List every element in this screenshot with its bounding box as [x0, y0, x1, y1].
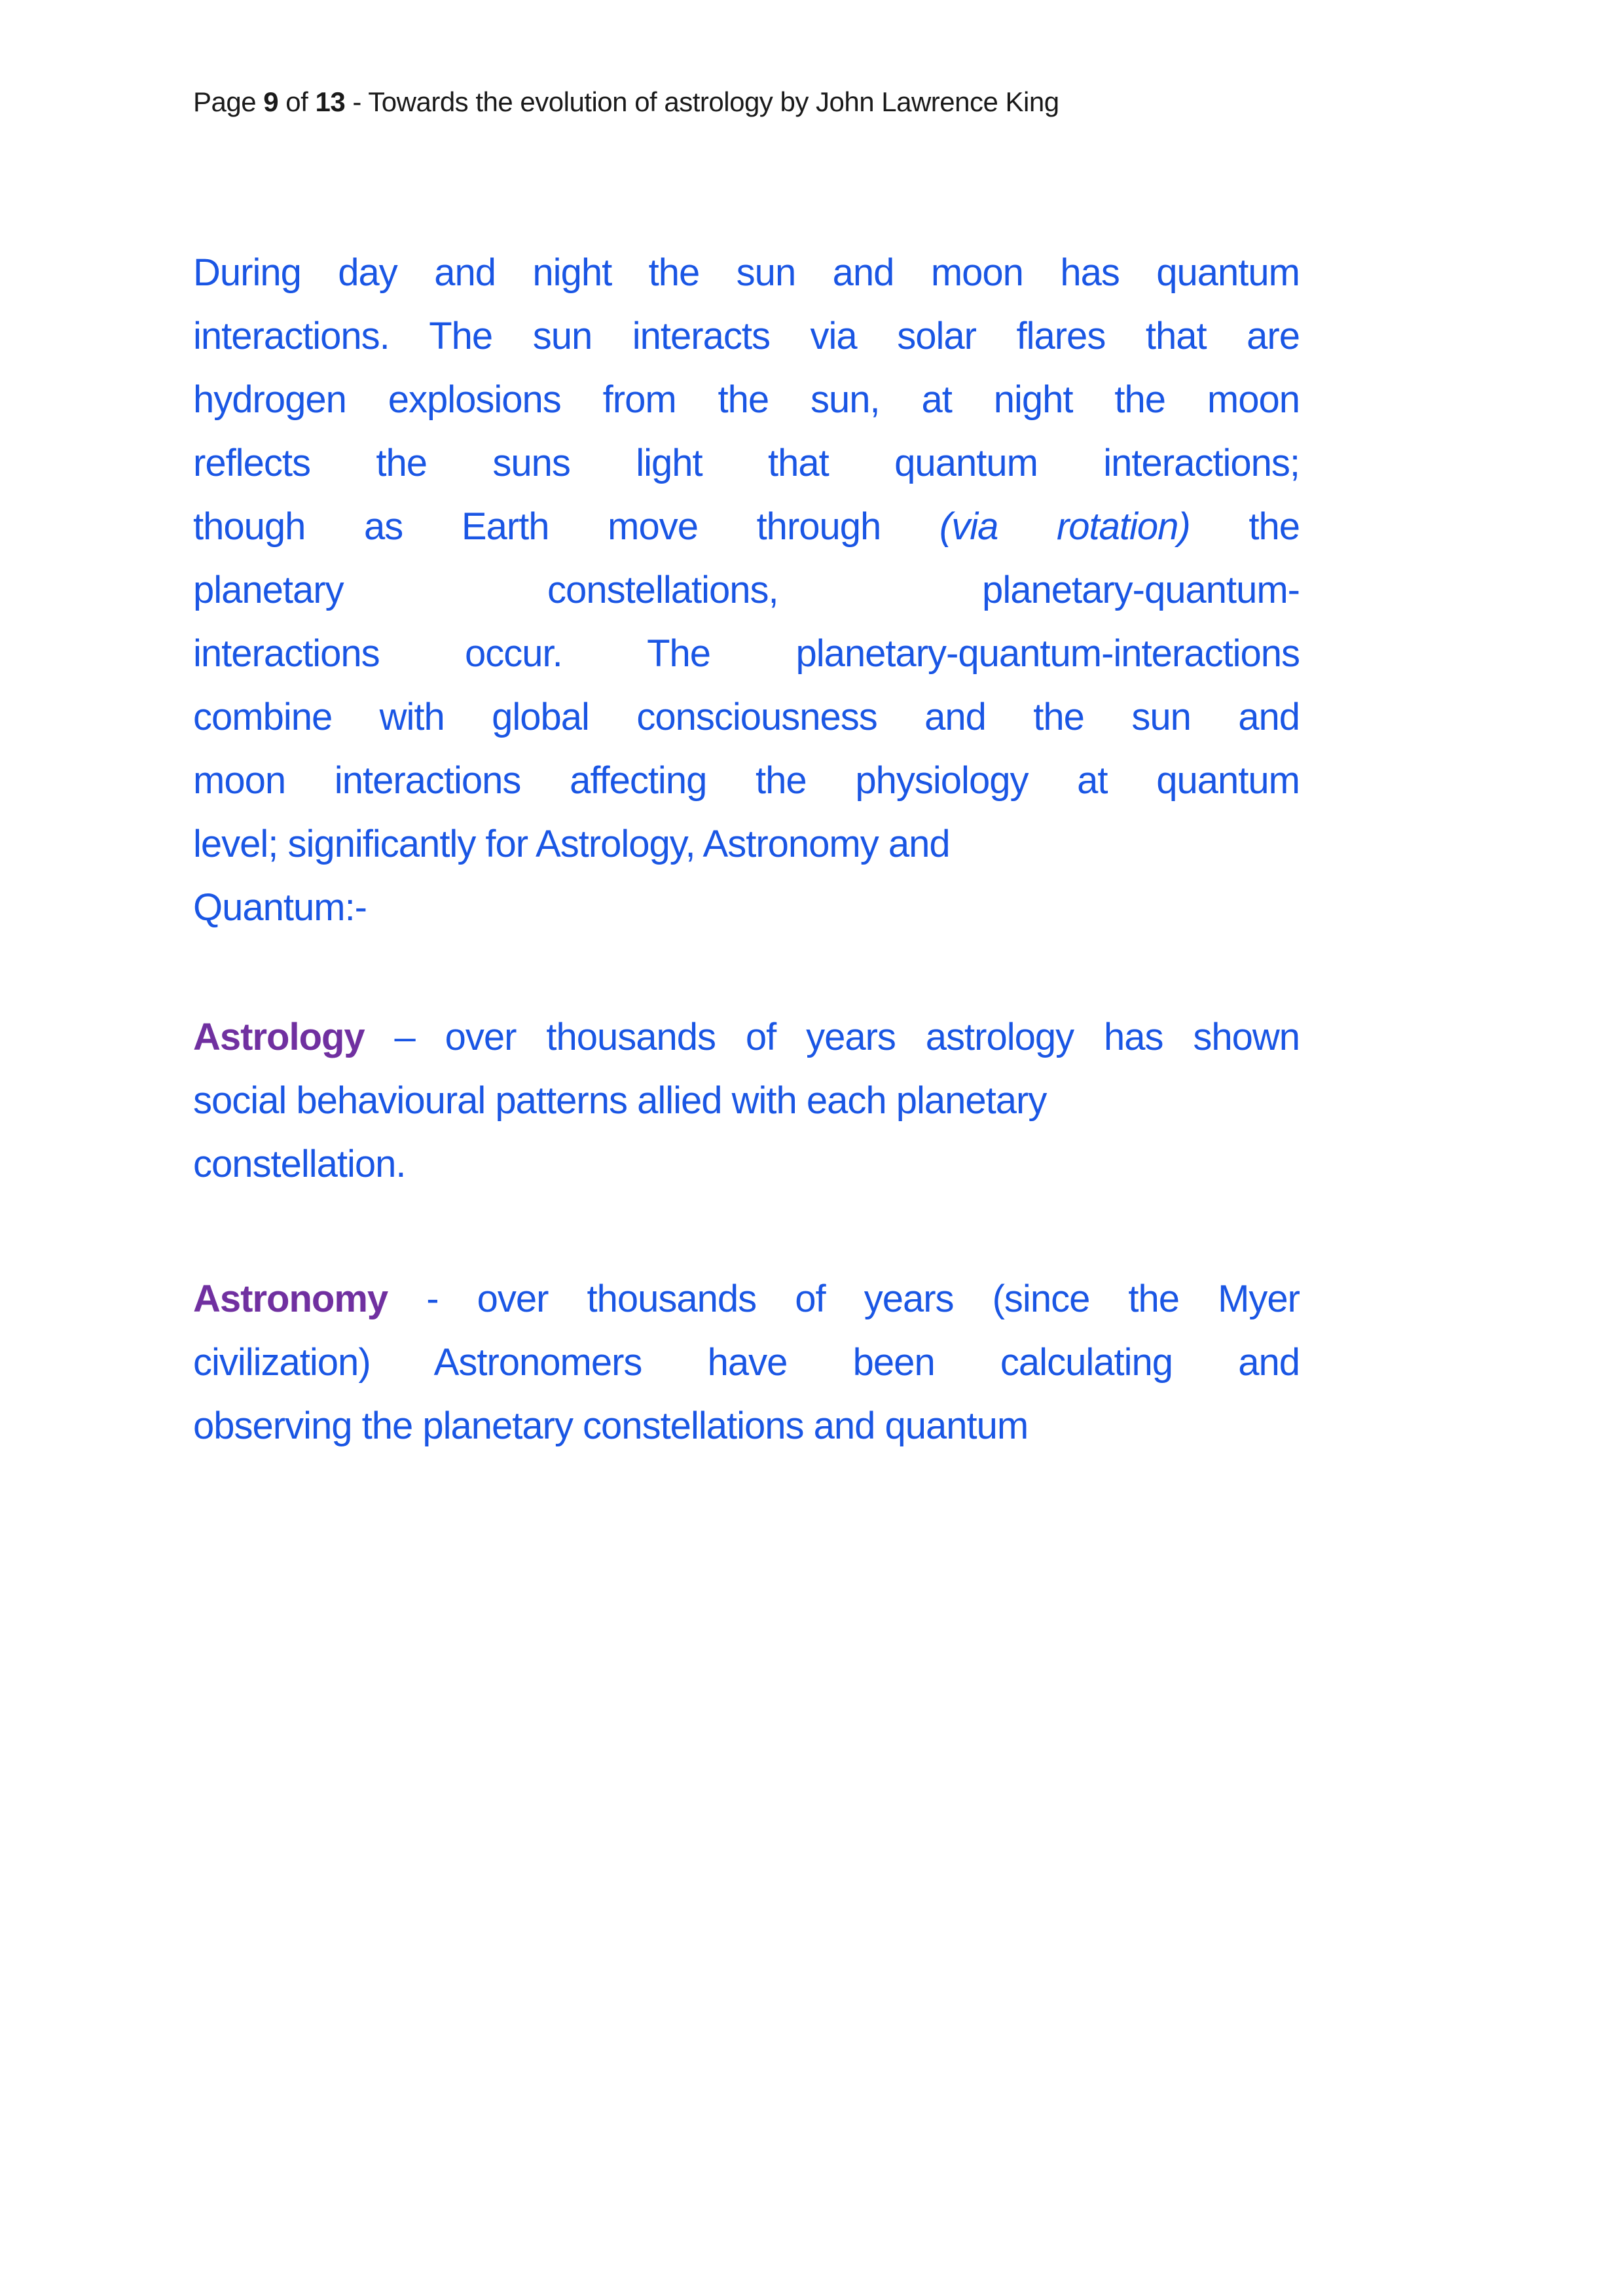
page-number: 13 [315, 86, 346, 117]
text-span: constellation. [193, 1143, 406, 1185]
text-span: though as Earth move through [193, 505, 939, 548]
text-line [193, 1267, 1300, 1331]
text-span: – over thousands of years astrology has shown [364, 1016, 1300, 1058]
text-span: level; significantly for Astrology, Astronomy and [193, 823, 950, 865]
text-line [193, 685, 1300, 749]
text-line [193, 1331, 1300, 1394]
section-heading-word: Astronomy [193, 1278, 388, 1320]
paragraph-astrology [193, 1005, 1300, 1196]
text-span: interactions occur. The planetary-quantum-interactions [193, 632, 1300, 675]
text-line [193, 1069, 1300, 1132]
header-text: Page [193, 86, 264, 117]
text-span: interactions. The sun interacts via solar flares that are [193, 315, 1300, 357]
section-heading-word: Astrology [193, 1016, 365, 1058]
text-line [193, 241, 1300, 304]
text-span: reflects the suns light that quantum interactions; [193, 442, 1300, 484]
text-line [193, 812, 1300, 876]
header-text: of [278, 86, 316, 117]
paragraph-intro [193, 241, 1300, 939]
text-span: civilization) Astronomers have been calculating and [193, 1341, 1300, 1384]
text-span: During day and night the sun and moon has quantum [193, 251, 1300, 294]
page-header [193, 85, 1437, 119]
text-span: combine with global consciousness and the sun and [193, 696, 1300, 738]
text-line [193, 368, 1300, 431]
text-line [193, 622, 1300, 685]
text-span: moon interactions affecting the physiology at quantum [193, 759, 1300, 802]
text-span: the [1190, 505, 1300, 548]
page-number: 9 [263, 86, 279, 117]
text-line [193, 1005, 1300, 1069]
paragraph-astronomy [193, 1267, 1300, 1458]
text-line [193, 495, 1300, 558]
text-span: observing the planetary constellations and quantum [193, 1405, 1029, 1447]
text-span: (via rotation) [939, 505, 1190, 548]
text-span: planetary constellations, planetary-quantum- [193, 569, 1300, 611]
text-line [193, 558, 1300, 622]
text-span: - over thousands of years (since the Myer [388, 1278, 1300, 1320]
text-span: Quantum:- [193, 886, 367, 929]
text-line [193, 1132, 1300, 1196]
text-span: hydrogen explosions from the sun, at night the moon [193, 378, 1300, 421]
text-line [193, 876, 1300, 939]
text-line [193, 749, 1300, 812]
text-span: social behavioural patterns allied with each planetary [193, 1079, 1047, 1122]
header-text: - Towards the evolution of astrology by John Lawrence King [345, 86, 1059, 117]
text-line [193, 431, 1300, 495]
text-line [193, 1394, 1300, 1458]
text-line [193, 304, 1300, 368]
